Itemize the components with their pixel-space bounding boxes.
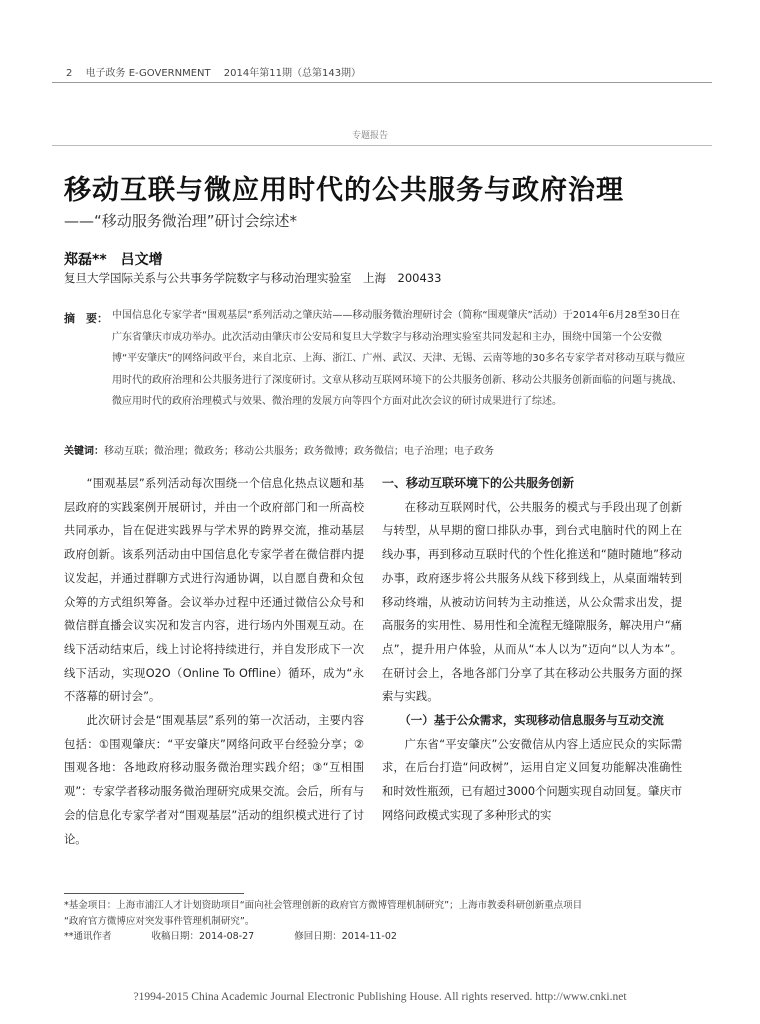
page-number: 2	[66, 68, 73, 79]
abstract-text	[112, 305, 687, 413]
footnotes	[64, 898, 694, 945]
abstract-label: 摘 要：	[64, 312, 108, 325]
column-divider	[52, 145, 712, 146]
left-column	[64, 472, 364, 851]
authors: 郑磊** 吕文增	[64, 252, 163, 268]
section-paragraph-1: 在移动互联网时代，公共服务的模式与手段出现了创新与转型，从早期的窗口排队办事，到台式电脑时代的网上在线办事，再到移动互联时代的个性化推送和“随时随地”移动办事，政府逐步将公共服务从线下移到线上，从桌面端转到移动终端，从被动访问转为主动推送，从公众需求出发，提高服务的实用性、易用性和全流程无缝隙服务，解决用户“痛点”，提升用户体验，从而从“本人以为”迈向“以人为本”。在研讨会上，各地各部门分享了其在移动公共服务方面的探索与实践。	[382, 500, 682, 704]
intro-paragraph-1: “围观基层”系列活动每次围绕一个信息化热点议题和基层政府的实践案例开展研讨，并由一个政府部门和一所高校共同承办，旨在促进实践界与学术界的跨界交流，推动基层政府创新。该系列活动由中国信息化专家学者在微信群内提议发起，并通过群聊方式进行沟通协调，以自愿自费和众包众筹的方式组织筹备。会议举办过程中还通过微信公众号和微信群直播会议实况和发言内容，进行场内外围观互动。在线下活动结束后，线上讨论将持续进行，并自发形成下一次线下活动，实现O2O（Online To Offline）循环，成为“永不落幕的研讨会”。	[64, 477, 364, 704]
section-heading-1: 一、移动互联环境下的公共服务创新	[382, 476, 575, 490]
corresponding-author: **通讯作者	[64, 931, 112, 942]
running-header	[66, 64, 371, 79]
fund-note-line-1: *基金项目：上海市浦江人才计划资助项目“面向社会管理创新的政府官方微博管理机制研究”；上海市教委科研创新重点项目	[64, 900, 583, 911]
dates-line	[64, 929, 694, 945]
right-column	[382, 472, 682, 828]
revised-date: 修回日期：2014-11-02	[294, 931, 397, 942]
affiliation: 复旦大学国际关系与公共事务学院数字与移动治理实验室 上海 200433	[64, 271, 442, 285]
issue-info: 2014年第11期（总第143期）	[223, 68, 362, 79]
received-date: 收稿日期：2014-08-27	[151, 931, 255, 942]
copyright-line: ?1994-2015 China Academic Journal Electronic Publishing House. All rights reserved. http://www.cnki.net	[133, 991, 627, 1003]
keywords-text: 移动互联；微治理；微政务；移动公共服务；政务微博；政务微信；电子治理；电子政务	[104, 446, 494, 457]
journal-name: 电子政务 E-GOVERNMENT	[85, 68, 211, 79]
keywords-label: 关键词：	[64, 446, 104, 457]
fund-note-line-2: “政府官方微博应对突发事件管理机制研究”。	[64, 915, 255, 927]
footnote-divider	[64, 893, 244, 894]
abstract-body: 中国信息化专家学者“围观基层”系列活动之肇庆站——移动服务微治理研讨会（简称“围观肇庆”活动）于2014年6月28至30日在广东省肇庆市成功举办。此次活动由肇庆市公安局和复旦大学数字与移动治理实验室共同发起和主办，围绕中国第一个公安微博“平安肇庆”的网络问政平台，来自北京、上海、浙江、广州、武汉、天津、无锡、云南等地的30多名专家学者对移动互联与微应用时代的政府治理和公共服务进行了深度研讨。文章从移动互联网环境下的公共服务创新、移动公共服务创新面临的问题与挑战、微应用时代的政府治理模式与效果、微治理的发展方向等四个方面对此次会议的研讨成果进行了综述。	[112, 310, 686, 407]
article-title: 移动互联与微应用时代的公共服务与政府治理	[64, 175, 624, 206]
article-subtitle: ——“移动服务微治理”研讨会综述*	[64, 212, 298, 230]
section-paragraph-2: 广东省“平安肇庆”公安微信从内容上适应民众的实际需求，在后台打造“问政树”，运用自定义回复功能解决准确性和时效性瓶颈，已有超过3000个问题实现自动回复。肇庆市网络问政模式实现了多种形式的实	[382, 737, 682, 822]
header-divider	[52, 82, 712, 83]
column-label: 专题报告	[351, 131, 388, 141]
subsection-heading-1: （一）基于公众需求，实现移动信息服务与互动交流	[399, 713, 664, 728]
keywords	[64, 442, 494, 457]
intro-paragraph-2: 此次研讨会是“围观基层”系列的第一次活动，主要内容包括：①围观肇庆：“平安肇庆”网络问政平台经验分享；②围观各地：各地政府移动服务微治理实践介绍；③“互相围观”：专家学者移动服务微治理研究成果交流。会后，所有与会的信息化专家学者对“围观基层”活动的组织模式进行了讨论。	[64, 714, 364, 846]
